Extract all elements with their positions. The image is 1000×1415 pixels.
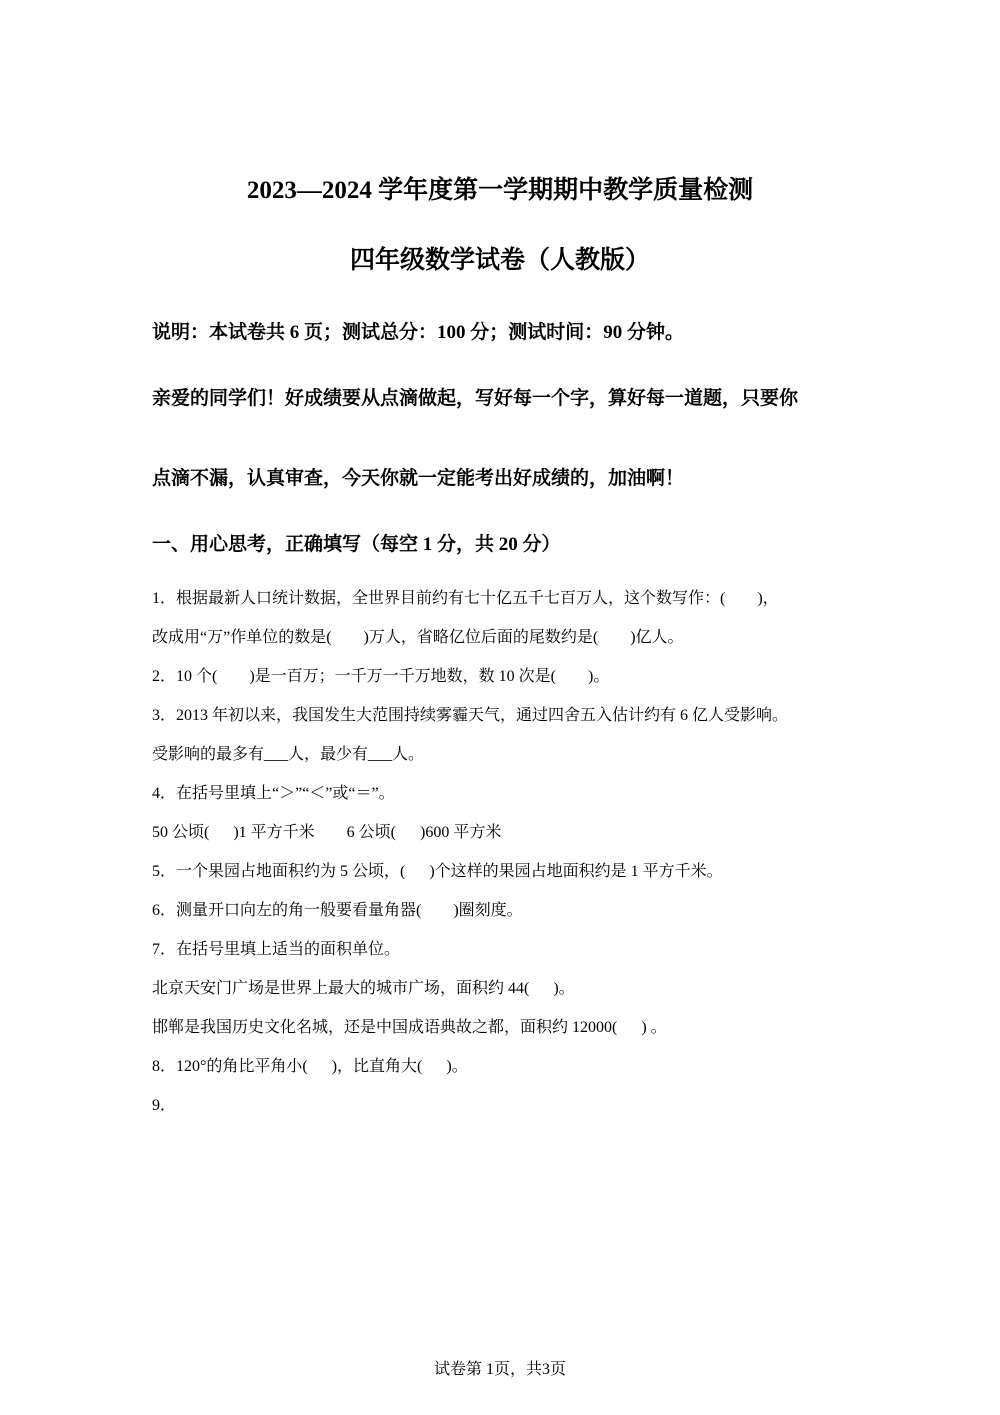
exam-title-line1: 2023—2024 学年度第一学期期中教学质量检测 [246, 177, 754, 204]
question-line: 8．120°的角比平角小( )，比直角大( )。 [152, 1058, 468, 1075]
question-line: 北京天安门广场是世界上最大的城市广场，面积约 44( )。 [152, 980, 575, 997]
question-line: 1．根据最新人口统计数据，全世界目前约有七十亿五千七百万人，这个数写作：( )， [152, 590, 779, 607]
question-line: 7．在括号里填上适当的面积单位。 [152, 941, 401, 958]
question-line: 6．测量开口向左的角一般要看量角器( )圈刻度。 [152, 902, 523, 919]
question-line: 5．一个果园占地面积约为 5 公顷，( )个这样的果园占地面积约是 1 平方千米。 [152, 863, 723, 880]
question-line: 9． [152, 1097, 177, 1114]
question-line: 4．在括号里填上“＞”“＜”或“＝”。 [152, 785, 395, 802]
encouragement-line1: 亲爱的同学们！好成绩要从点滴做起，写好每一个字，算好每一道题，只要你 [152, 388, 799, 409]
section-heading: 一、用心思考，正确填写（每空 1 分，共 20 分） [152, 534, 561, 555]
exam-note: 说明：本试卷共 6 页；测试总分：100 分；测试时间：90 分钟。 [152, 322, 685, 343]
encouragement-line2: 点滴不漏，认真审查，今天你就一定能考出好成绩的，加油啊！ [152, 468, 685, 489]
question-line: 邯郸是我国历史文化名城，还是中国成语典故之都，面积约 12000( ) 。 [152, 1019, 667, 1036]
question-line: 50 公顷( )1 平方千米 6 公顷( )600 平方米 [152, 824, 502, 841]
question-line: 2．10 个( )是一百万；一千万一千万地数，数 10 次是( )。 [152, 668, 610, 685]
page-footer: 试卷第 1页，共3页 [433, 1361, 566, 1378]
question-line: 受影响的最多有___人，最少有___人。 [152, 746, 425, 763]
question-line: 改成用“万”作单位的数是( )万人，省略亿位后面的尾数约是( )亿人。 [152, 629, 684, 646]
question-line: 3．2013 年初以来，我国发生大范围持续雾霾天气，通过四舍五入估计约有 6 亿人受影响。 [152, 707, 789, 724]
exam-title-line2: 四年级数学试卷（人教版） [349, 247, 650, 274]
